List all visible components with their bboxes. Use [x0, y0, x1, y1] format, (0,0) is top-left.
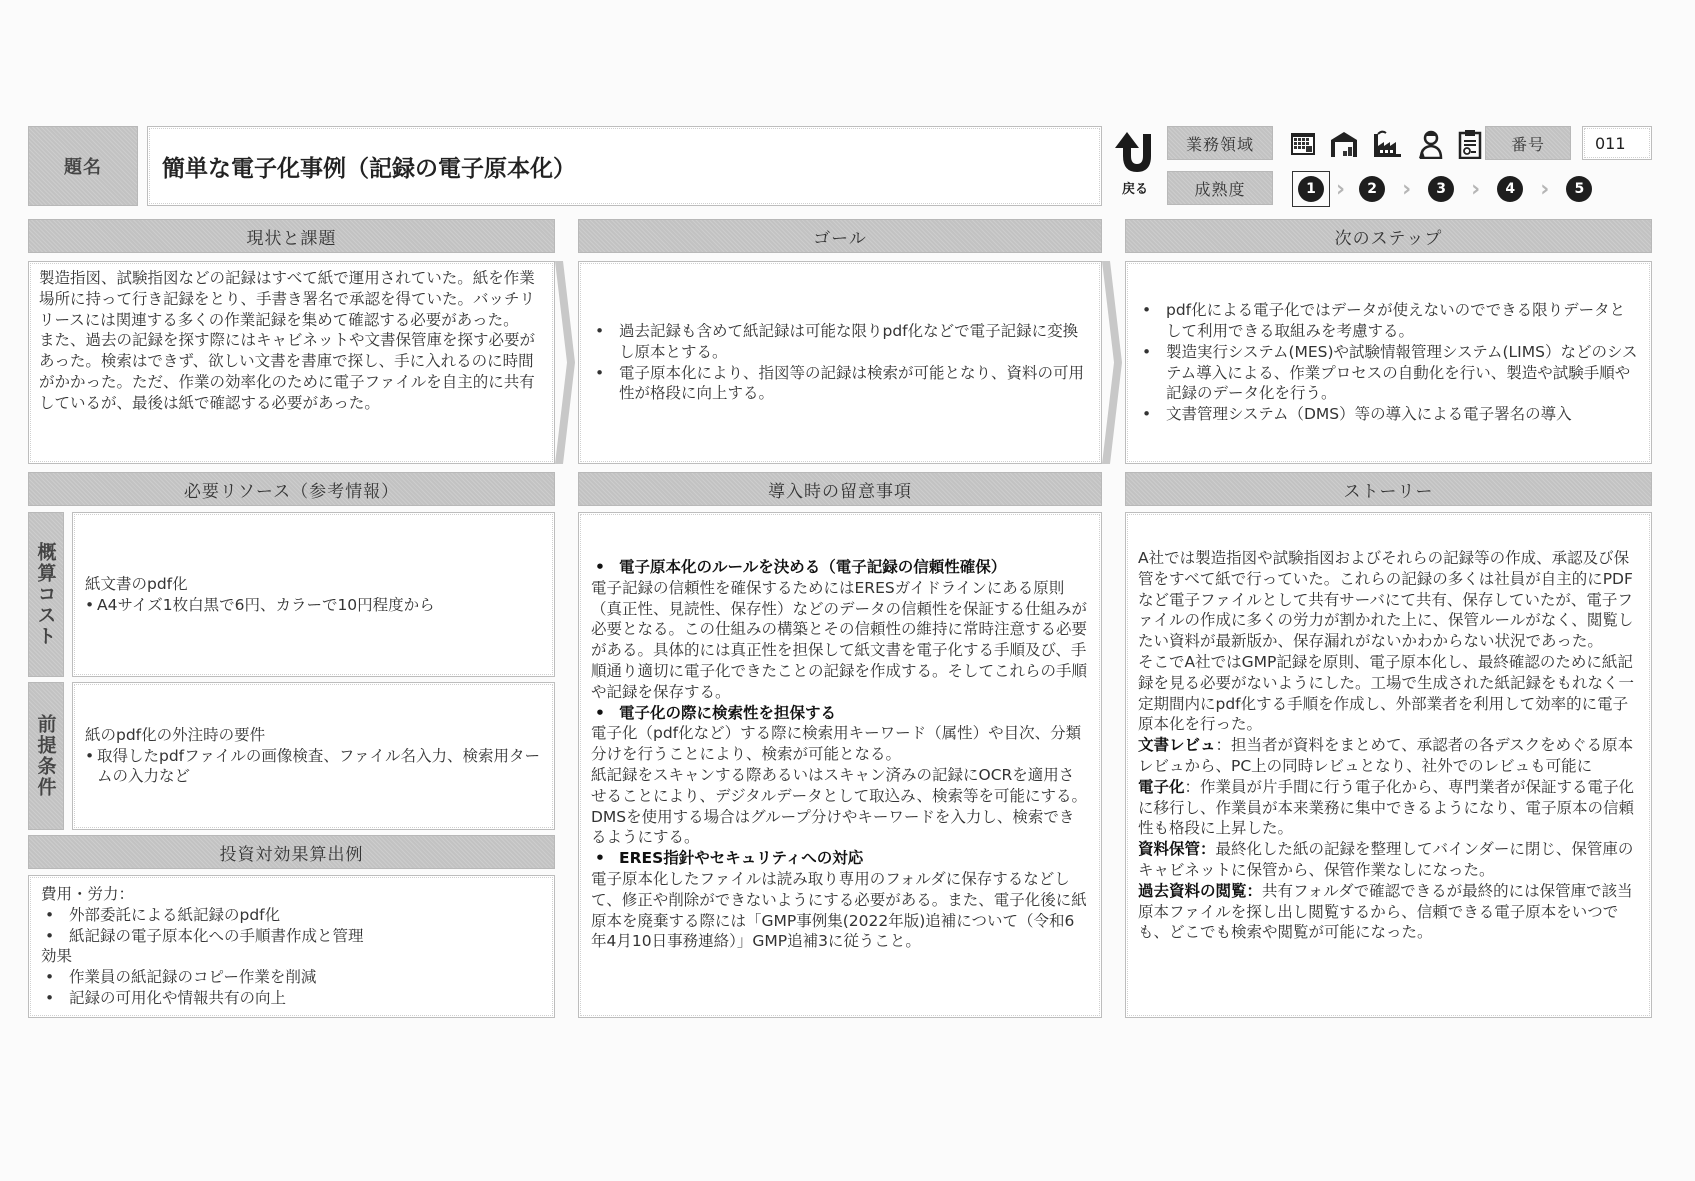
flow-arrow-icon: [1102, 261, 1122, 464]
cost-label: 概算コスト: [28, 512, 64, 677]
number-label: 番号: [1485, 126, 1571, 160]
notes-body: 電子化（pdf化など）する際に検索用キーワード（属性）や目次、分類分けを行うことにより、検索が可能となる。: [591, 724, 1082, 764]
flow-arrow-icon: [555, 261, 575, 464]
calendar-grid-icon[interactable]: [1290, 131, 1316, 157]
maturity-label: 成熟度: [1167, 171, 1273, 205]
goal-box: [578, 261, 1102, 464]
title-box: [147, 126, 1102, 206]
roi-effect-item: • 作業員の紙記録のコピー作業を削減: [45, 968, 317, 987]
section-header-goal: ゴール: [578, 219, 1102, 253]
business-area-label: 業務領域: [1167, 126, 1273, 160]
maturity-level-1[interactable]: [1292, 171, 1330, 207]
chevron-right-icon: ›: [1540, 176, 1550, 202]
section-header-notes: 導入時の留意事項: [578, 472, 1102, 506]
goal-bullet: • 電子原本化により、指図等の記録は検索が可能となり、資料の可用性が格段に向上する。: [595, 363, 1085, 403]
notes-box: [578, 512, 1102, 1018]
business-icons: [1290, 128, 1490, 160]
number-value: 011: [1582, 126, 1652, 160]
story-point: 電子化：作業員が片手間に行う電子化から、専門業者が保証する電子化に移行し、作業員が本来業務に集中できるようになり、電子原本の信頼性も格段に上昇した。: [1138, 777, 1635, 838]
chevron-right-icon: ›: [1336, 176, 1346, 202]
notes-body: 電子記録の信頼性を確保するためにはERESガイドラインにある原則（真正性、見読性、保存性）などのデータの信頼性を保証する仕組みが必要となる。この仕組みの構築とその信頼性の維持に常時注意する必要がある。具体的には真正性を担保して紙文書を電子化する手順及び、手順通り適切に電子化できたことの記録を作成する。そしてこれらの手順や記録を保存する。: [591, 578, 1088, 701]
roi-effect-item: • 記録の可用化や情報共有の向上: [45, 988, 287, 1007]
roi-box: [28, 875, 555, 1018]
section-header-current: 現状と課題: [28, 219, 555, 253]
roi-cost-item: • 紙記録の電子原本化への手順書作成と管理: [45, 926, 364, 945]
factory-icon[interactable]: [1372, 130, 1402, 158]
maturity-stepper: [1292, 170, 1652, 208]
current-paragraph: 製造指図、試験指図などの記録はすべて紙で運用されていた。紙を作業場所に持って行き記録をとり、手書き署名で承認を得ていた。バッチリリースには関連する多くの作業記録を集めて確認する必要があった。: [39, 269, 536, 329]
prereq-label: 前提条件: [28, 682, 64, 830]
notes-body: DMSを使用する場合はグループ分けやキーワードを入力し、検索できるようにする。: [591, 807, 1075, 847]
next-bullet: • pdf化による電子化ではデータが使えないのでできる限りデータとして利用できる取組みを考慮する。: [1142, 301, 1626, 340]
current-paragraph: また、過去の記録を探す際にはキャビネットや文書保管庫を探す必要があった。検索はできず、欲しい文書を書庫で探し、手に入れるのに時間がかかった。ただ、作業の効率化のために電子ファイルを自主的に共有しているが、最後は紙で確認する必要があった。: [39, 331, 536, 412]
story-box: [1125, 512, 1652, 1018]
story-paragraph: そこでA社ではGMP記録を原則、電子原本化し、最終確認のために紙記録を見る必要がないようにした。工場で生成された紙記録をもれなく一定期間内にpdf化する手順を作成し、外部業者を利用して効率的に電子原本化を行った。: [1138, 652, 1635, 734]
roi-cost-heading: 費用・労力：: [41, 885, 135, 903]
notes-body: 紙記録をスキャンする際あるいはスキャン済みの記録にOCRを適用させることにより、デジタルデータとして取込み、検索等を可能にする。: [591, 765, 1088, 805]
clipboard-certificate-icon[interactable]: [1458, 129, 1482, 159]
story-point: 文書レビュ：担当者が資料をまとめて、承認者の各デスクをめぐる原本レビュから、PC上の同時レビュとなり、社外でのレビュも可能に: [1138, 736, 1634, 775]
maturity-level-2[interactable]: 2: [1359, 176, 1385, 202]
maturity-level-3[interactable]: 3: [1428, 176, 1454, 202]
notes-heading: • ERES指針やセキュリティへの対応: [595, 849, 864, 868]
roi-cost-item: • 外部委託による紙記録のpdf化: [45, 905, 281, 924]
notes-heading: • 電子原本化のルールを決める（電子記録の信頼性確保）: [595, 558, 1007, 576]
cost-item: • A4サイズ1枚白黒で6円、カラーで10円程度から: [85, 595, 435, 614]
back-button[interactable]: [1112, 128, 1158, 206]
story-paragraph: A社では製造指図や試験指図およびそれらの記録等の作成、承認及び保管をすべて紙で行っていた。これらの記録の多くは社員が自主的にPDFなど電子ファイルとして共有サーバにて共有、保存していたが、電子ファイルの作成に多くの労力が割かれた上に、保管ルールがなく、閲覧したい資料が最新版か、保存漏れがないかわからない状況であった。: [1138, 549, 1634, 651]
section-header-story: ストーリー: [1125, 472, 1652, 506]
warehouse-icon[interactable]: [1330, 130, 1358, 158]
chevron-right-icon: ›: [1471, 176, 1481, 202]
prereq-item: • 取得したpdfファイルの画像検査、ファイル名入力、検索用タームの入力など: [85, 746, 541, 786]
section-header-resources: 必要リソース（参考情報）: [28, 472, 555, 506]
roi-effect-heading: 効果: [41, 947, 73, 966]
page-title: 簡単な電子化事例（記録の電子原本化）: [162, 155, 576, 182]
story-point: 過去資料の閲覧：共有フォルダで確認できるが最終的には保管庫で該当原本ファイルを探し出し閲覧するから、信頼できる電子原本をいつでも、どこでも検索や閲覧が可能になった。: [1138, 881, 1633, 942]
section-header-roi: 投資対効果算出例: [28, 835, 555, 869]
next-steps-box: [1125, 261, 1652, 464]
back-label: 戻る: [1121, 182, 1148, 197]
maturity-level-5[interactable]: 5: [1566, 176, 1592, 202]
u-turn-back-icon: [1113, 128, 1157, 176]
cost-box: [72, 512, 555, 677]
next-bullet: • 製造実行システム(MES)や試験情報管理システム(LIMS）などのシステム導入による、作業プロセスの自動化を行い、製造や試験手順や記録のデータ化を行う。: [1142, 342, 1638, 403]
maturity-circle-1: 1: [1298, 176, 1324, 202]
scientist-icon[interactable]: [1416, 129, 1444, 159]
notes-heading: • 電子化の際に検索性を担保する: [595, 703, 837, 722]
title-label: 題名: [28, 126, 138, 206]
next-bullet: • 文書管理システム（DMS）等の導入による電子署名の導入: [1142, 405, 1572, 424]
current-issues-box: [28, 261, 555, 464]
section-header-next: 次のステップ: [1125, 219, 1652, 253]
prereq-box: [72, 682, 555, 830]
story-point: 資料保管：最終化した紙の記録を整理してバインダーに閉じ、保管庫のキャビネットに保管から、保管作業なしになった。: [1138, 840, 1634, 879]
notes-body: 電子原本化したファイルは読み取り専用のフォルダに保存するなどして、修正や削除ができないようにする必要がある。また、電子化後に紙原本を廃棄する際には「GMP事例集(2022年版)追補について（令和6年4月10日事務連絡）」GMP追補3に従うこと。: [591, 869, 1087, 951]
maturity-level-4[interactable]: 4: [1497, 176, 1523, 202]
prereq-heading: 紙のpdf化の外注時の要件: [85, 725, 266, 744]
cost-heading: 紙文書のpdf化: [85, 574, 188, 593]
chevron-right-icon: ›: [1402, 176, 1412, 202]
goal-bullet: • 過去記録も含めて紙記録は可能な限りpdf化などで電子記録に変換し原本とする。: [595, 321, 1079, 361]
